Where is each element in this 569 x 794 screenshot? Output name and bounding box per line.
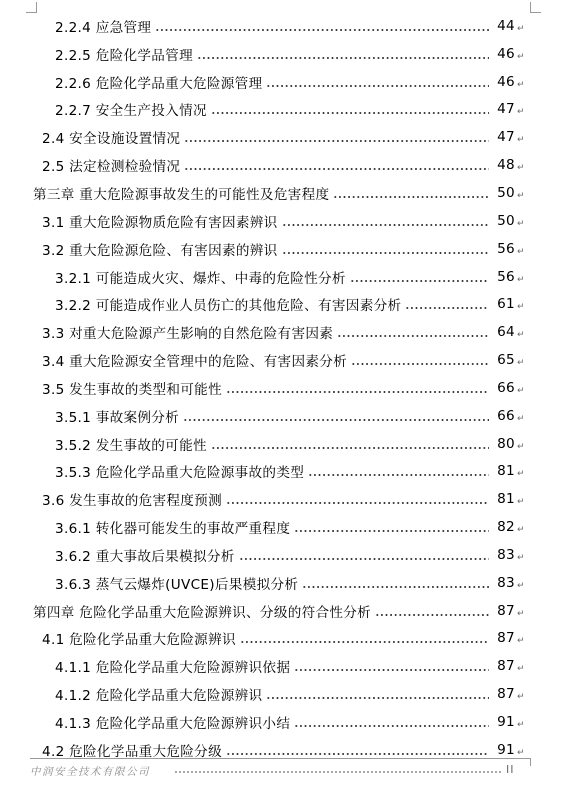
toc-entry-title: 3.3 对重大危险源产生影响的自然危险有害因素	[42, 326, 334, 343]
toc-entry[interactable]	[0, 68, 529, 96]
page-corner-mark-bottom-right	[530, 758, 539, 766]
toc-dot-leader	[375, 614, 489, 616]
toc-entry-title: 4.1.1 危险化学品重大危险源辨识依据	[55, 660, 291, 677]
toc-entry[interactable]	[0, 123, 529, 151]
paragraph-mark-icon: ↵	[517, 190, 525, 201]
toc-entry[interactable]	[0, 541, 529, 569]
toc-entry-title: 2.2.5 危险化学品管理	[55, 47, 193, 64]
toc-entry-page-number: 87	[497, 658, 515, 675]
toc-entry-page-number: 83	[497, 574, 515, 591]
paragraph-mark-icon: ↵	[517, 358, 525, 369]
toc-entry-title: 3.2 重大危险源危险、有害因素的辨识	[42, 242, 278, 259]
paragraph-mark-icon: ↵	[517, 79, 525, 90]
toc-entry-title: 4.2 危险化学品重大危险分级	[42, 743, 222, 760]
toc-entry-title: 3.5.3 危险化学品重大危险源事故的类型	[55, 465, 305, 482]
paragraph-mark-icon: ↵	[517, 692, 525, 703]
toc-dot-leader	[405, 307, 489, 309]
toc-entry[interactable]	[0, 96, 529, 124]
toc-entry[interactable]	[0, 485, 529, 513]
toc-entry[interactable]	[0, 625, 529, 653]
toc-entry[interactable]	[0, 290, 529, 318]
toc-entry-title: 3.2.1 可能造成火灾、爆炸、中毒的危险性分析	[55, 270, 346, 287]
footer-rule	[30, 758, 530, 759]
toc-entry-page-number: 56	[497, 240, 515, 257]
toc-entry-page-number: 46	[497, 45, 515, 62]
toc-entry-title: 2.2.7 安全生产投入情况	[55, 103, 207, 120]
paragraph-mark-icon: ↵	[517, 330, 525, 341]
toc-entry-title: 4.1 危险化学品重大危险源辨识	[42, 632, 236, 649]
toc-entry-title: 3.6.2 重大事故后果模拟分析	[55, 548, 235, 565]
paragraph-mark-icon: ↵	[517, 163, 525, 174]
toc-entry-title: 3.6.1 转化器可能发生的事故严重程度	[55, 521, 291, 538]
toc-entry-page-number: 66	[497, 407, 515, 424]
toc-dot-leader	[155, 29, 489, 31]
toc-entry-page-number: 83	[497, 546, 515, 563]
paragraph-mark-icon: ↵	[517, 497, 525, 508]
paragraph-mark-icon: ↵	[517, 413, 525, 424]
toc-entry[interactable]	[0, 179, 529, 207]
paragraph-mark-icon: ↵	[517, 469, 525, 480]
toc-dot-leader	[266, 697, 489, 699]
paragraph-mark-icon: ↵	[517, 580, 525, 591]
paragraph-mark-icon: ↵	[517, 664, 525, 675]
toc-entry-title: 3.2.2 可能造成作业人员伤亡的其他危险、有害因素分析	[55, 298, 402, 315]
toc-dot-leader	[282, 224, 489, 226]
toc-entry[interactable]	[0, 207, 529, 235]
toc-entry-title: 2.2.6 危险化学品重大危险源管理	[55, 75, 263, 92]
toc-entry[interactable]	[0, 513, 529, 541]
toc-entry-page-number: 87	[497, 602, 515, 619]
paragraph-mark-icon: ↵	[517, 218, 525, 229]
paragraph-mark-icon: ↵	[517, 135, 525, 146]
toc-entry-page-number: 81	[497, 491, 515, 508]
toc-entry-page-number: 44	[497, 17, 515, 34]
toc-dot-leader	[282, 252, 489, 254]
paragraph-mark-icon: ↵	[517, 246, 525, 257]
footer-company-name: 中润安全技术有限公司	[30, 766, 150, 778]
toc-dot-leader	[351, 363, 489, 365]
toc-dot-leader	[239, 558, 489, 560]
toc-entry-page-number: 91	[497, 741, 515, 758]
paragraph-mark-icon: ↵	[517, 385, 525, 396]
toc-entry-title: 3.1 重大危险源物质危险有害因素辨识	[42, 214, 278, 231]
toc-entry-page-number: 80	[497, 435, 515, 452]
toc-entry-page-number: 64	[497, 324, 515, 341]
toc-dot-leader	[308, 474, 489, 476]
toc-dot-leader	[184, 140, 489, 142]
paragraph-mark-icon: ↵	[517, 441, 525, 452]
toc-dot-leader	[211, 447, 489, 449]
paragraph-mark-icon: ↵	[517, 51, 525, 62]
toc-entry-page-number: 47	[497, 129, 515, 146]
toc-entry[interactable]	[0, 346, 529, 374]
toc-entry-title: 3.4 重大危险源安全管理中的危险、有害因素分析	[42, 354, 348, 371]
toc-dot-leader	[211, 112, 489, 114]
toc-entry[interactable]	[0, 430, 529, 458]
toc-entry-title: 3.6 发生事故的危害程度预测	[42, 493, 222, 510]
footer-dot-leader	[174, 771, 502, 773]
toc-entry-page-number: 65	[497, 352, 515, 369]
toc-entry-page-number: 50	[497, 184, 515, 201]
toc-dot-leader	[226, 753, 489, 755]
toc-entry[interactable]	[0, 680, 529, 708]
page-footer	[26, 758, 541, 784]
paragraph-mark-icon: ↵	[517, 274, 525, 285]
toc-entry[interactable]	[0, 318, 529, 346]
toc-entry-title: 4.1.2 危险化学品重大危险源辨识	[55, 688, 263, 705]
toc-entry-page-number: 47	[497, 101, 515, 118]
toc-entry-title: 3.6.3 蒸气云爆炸(UVCE)后果模拟分析	[55, 576, 299, 593]
toc-entry-page-number: 66	[497, 379, 515, 396]
toc-entry-title: 3.5 发生事故的类型和可能性	[42, 381, 222, 398]
toc-entry[interactable]	[0, 40, 529, 68]
toc-entry-page-number: 56	[497, 268, 515, 285]
toc-entry[interactable]	[0, 151, 529, 179]
toc-entry-title: 2.2.4 应急管理	[55, 19, 152, 36]
toc-entry-page-number: 87	[497, 630, 515, 647]
toc-entry[interactable]	[0, 569, 529, 597]
toc-dot-leader	[184, 168, 489, 170]
paragraph-mark-icon: ↵	[517, 107, 525, 118]
paragraph-mark-icon: ↵	[517, 720, 525, 731]
toc-dot-leader	[197, 57, 489, 59]
toc-entry[interactable]	[0, 12, 529, 40]
toc-entry-page-number: 87	[497, 686, 515, 703]
toc-dot-leader	[302, 586, 489, 588]
toc-dot-leader	[226, 391, 489, 393]
toc-dot-leader	[337, 335, 489, 337]
toc-dot-leader	[294, 725, 489, 727]
toc-entry-title: 2.5 法定检测检验情况	[42, 159, 181, 176]
toc-entry[interactable]	[0, 235, 529, 263]
paragraph-mark-icon: ↵	[517, 608, 525, 619]
toc-entry-page-number: 91	[497, 714, 515, 731]
toc-dot-leader	[266, 85, 489, 87]
toc-entry[interactable]	[0, 708, 529, 736]
toc-entry-page-number: 61	[497, 296, 515, 313]
toc-entry-page-number: 81	[497, 463, 515, 480]
toc-dot-leader	[294, 669, 489, 671]
toc-entry-page-number: 48	[497, 157, 515, 174]
toc-entry-page-number: 82	[497, 519, 515, 536]
toc-dot-leader	[183, 419, 489, 421]
page-corner-mark-top-right	[530, 2, 541, 13]
toc-entry[interactable]	[0, 458, 529, 486]
toc-entry[interactable]	[0, 263, 529, 291]
toc-entry-title: 第三章 重大危险源事故发生的可能性及危害程度	[33, 186, 330, 203]
paragraph-mark-icon: ↵	[517, 636, 525, 647]
toc-entry[interactable]	[0, 597, 529, 625]
toc-entry-title: 2.4 安全设施设置情况	[42, 131, 181, 148]
toc-entry-page-number: 46	[497, 73, 515, 90]
paragraph-mark-icon: ↵	[517, 747, 525, 758]
paragraph-mark-icon: ↵	[517, 525, 525, 536]
toc-dot-leader	[333, 196, 489, 198]
toc-dot-leader	[350, 280, 489, 282]
paragraph-mark-icon: ↵	[517, 552, 525, 563]
toc-entry-title: 3.5.1 事故案例分析	[55, 409, 180, 426]
toc-entry-title: 第四章 危险化学品重大危险源辨识、分级的符合性分析	[33, 604, 372, 621]
toc-entry-title: 4.1.3 危险化学品重大危险源辨识小结	[55, 716, 291, 733]
paragraph-mark-icon: ↵	[517, 302, 525, 313]
footer-page-number: II	[506, 763, 515, 776]
toc-dot-leader	[226, 502, 489, 504]
toc-entry[interactable]	[0, 402, 529, 430]
toc-entry[interactable]	[0, 374, 529, 402]
toc-entry-page-number: 50	[497, 212, 515, 229]
toc-dot-leader	[240, 641, 489, 643]
paragraph-mark-icon: ↵	[517, 23, 525, 34]
toc-entry-title: 3.5.2 发生事故的可能性	[55, 437, 207, 454]
toc-dot-leader	[294, 530, 489, 532]
toc-entry[interactable]	[0, 652, 529, 680]
